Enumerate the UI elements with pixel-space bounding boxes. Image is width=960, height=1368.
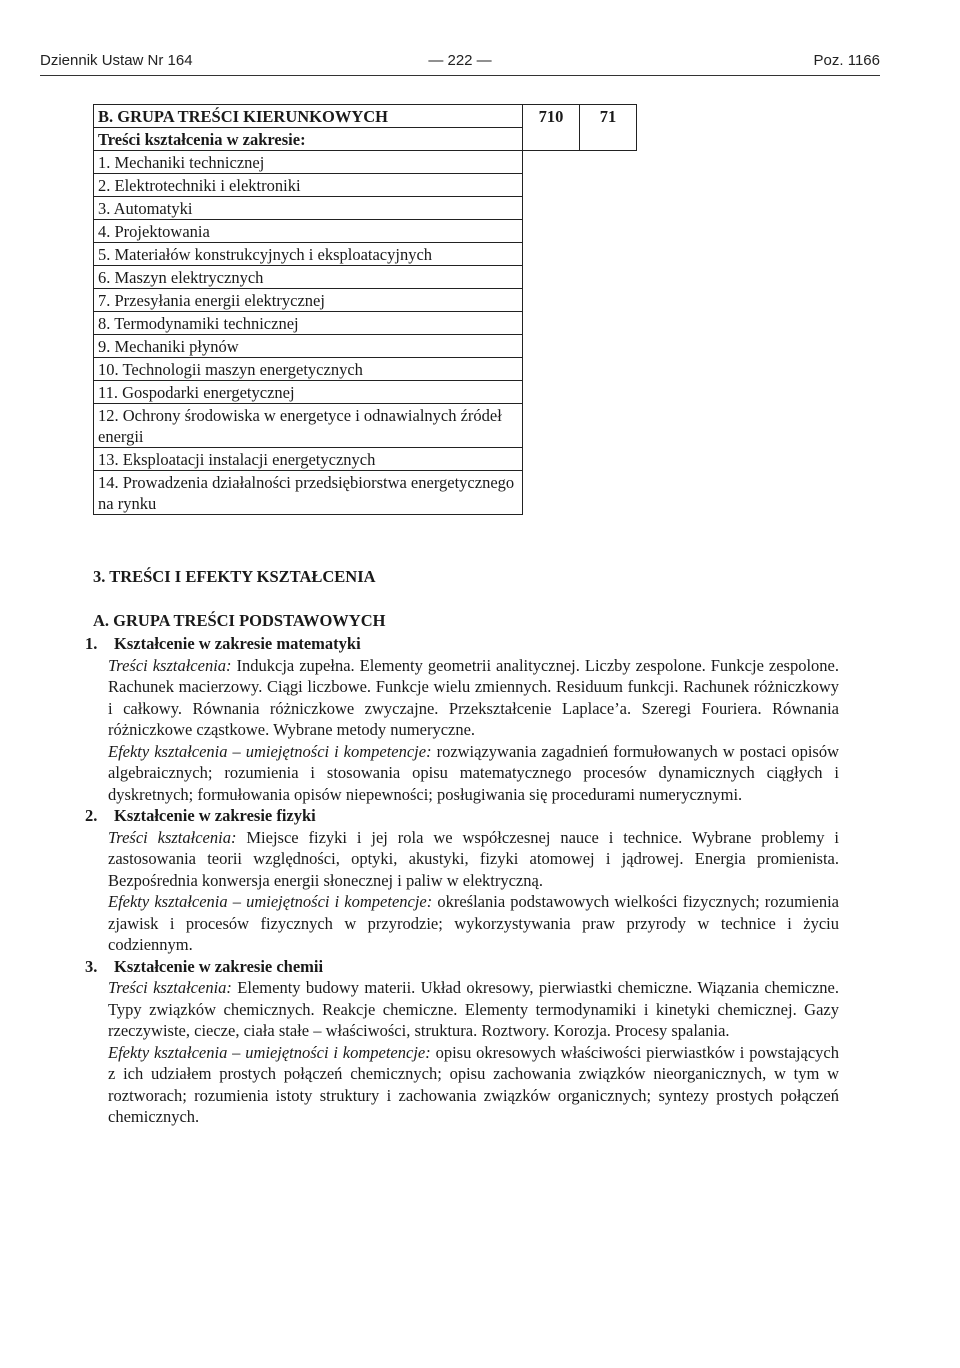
effects-paragraph [108,891,839,956]
list-item: 2. Elektrotechniki i elektroniki [94,174,523,197]
section-title: 3. TREŚCI I EFEKTY KSZTAŁCENIA [93,567,376,586]
table-row [94,289,637,312]
list-item: 7. Przesyłania energii elektrycznej [94,289,523,312]
subsection-heading [85,805,839,827]
page-header [40,46,880,74]
subsection-title: Kształcenie w zakresie chemii [114,956,324,976]
subsection-chemistry [85,956,840,1128]
table-row [94,220,637,243]
subsection-heading [85,633,839,655]
table-row [94,471,637,515]
group-a-title: A. GRUPA TREŚCI PODSTAWOWYCH [93,610,386,630]
group-b-ects: 71 [580,105,637,151]
effects-label: Efekty kształcenia – umiejętności i kompetencje: [108,1042,431,1062]
effects-paragraph [108,1042,839,1128]
subsection-number: 2. [85,806,98,825]
table-row [94,448,637,471]
subsection-title: Kształcenie w zakresie matematyki [114,634,361,653]
subsection-title: Kształcenie w zakresie fizyki [114,806,316,825]
table-row [94,381,637,404]
content-label: Treści kształcenia: [108,827,237,847]
table-row [94,266,637,289]
effects-text: rozwiązywania zagadnień formułowanych w postaci opisów algebraicznych; rozumienia i stosowania opisu matematycznego procesów dynamicznych ciągłych i dyskretnych; formułowania opisów niepewności; posługiwania się procedurami numerycznymi. [108,741,839,804]
table-row [94,335,637,358]
content-label: Treści kształcenia: [108,978,232,997]
list-item: 8. Termodynamiki technicznej [94,312,523,335]
group-b-subtitle: Treści kształcenia w zakresie: [94,128,523,151]
table-row [94,174,637,197]
table-row [94,105,637,128]
subsection-number: 1. [85,634,98,653]
list-item: 12. Ochrony środowiska w energetyce i odnawialnych źródeł energii [94,404,523,448]
list-item: 4. Projektowania [94,220,523,243]
effects-label: Efekty kształcenia – umiejętności i kompetencje: [108,892,433,911]
list-item: 6. Maszyn elektrycznych [94,266,523,289]
list-item: 9. Mechaniki płynów [94,335,523,358]
list-item: 11. Gospodarki energetycznej [94,381,523,404]
group-b-table [93,104,637,515]
list-item: 13. Eksploatacji instalacji energetycznych [94,448,523,471]
position-number: Poz. 1166 [813,52,880,69]
subsection-mathematics [85,633,839,805]
content-paragraph [108,977,839,1042]
list-item: 5. Materiałów konstrukcyjnych i eksploatacyjnych [94,243,523,266]
effects-text: określania podstawowych wielkości fizycznych; rozumienia zjawisk i procesów fizycznych w przyrodzie; wykorzystywania praw przyrody w technice i życiu codziennym. [108,892,839,954]
content-text: Miejsce fizyki i jej rola we współczesnej nauce i technice. Wybrane problemy i zastosowania teorii względności, optyki, akustyki, fizyki atomowej i jądrowej. Energia promienista. Bezpośrednia konwersja energii słonecznej i paliw w elektryczną. [108,827,840,890]
content-label: Treści kształcenia: [108,655,232,675]
effects-label: Efekty kształcenia – umiejętności i kompetencje: [108,741,432,761]
table-row [94,197,637,220]
subsection-heading [85,956,839,978]
subsection-number: 3. [85,956,98,976]
section-3 [85,566,840,1128]
table-row [94,404,637,448]
journal-name: Dziennik Ustaw Nr 164 [40,52,193,69]
content-paragraph [108,655,839,741]
effects-paragraph [108,741,839,806]
list-item: 3. Automatyki [94,197,523,220]
table-row [94,312,637,335]
list-item: 10. Technologii maszyn energetycznych [94,358,523,381]
group-b-title: B. GRUPA TREŚCI KIERUNKOWYCH [94,105,523,128]
table-row [94,151,637,174]
subsection-physics [85,805,840,956]
effects-text: opisu okresowych właściwości pierwiastków i powstających z ich udziałem prostych połączeń chemicznych; opisu zachowania związków nieorganicznych, w tym w roztworach; rozumienia istoty struktury i zachowania związków organicznych; syntezy prostych połączeń chemicznych. [108,1042,840,1126]
content-text: Indukcja zupełna. Elementy geometrii analitycznej. Liczby zespolone. Funkcje zespolone. Rachunek macierzowy. Ciągi liczbowe. Funkcje wielu zmiennych. Residuum funkcji. Rachunek różniczkowy i całkowy. Równania różniczkowe zwyczajne. Przekształcenie Laplace’a. Szeregi Fouriera. Równania różniczkowe cząstkowe. Wybrane metody numeryczne. [108,655,839,739]
list-item: 14. Prowadzenia działalności przedsiębiorstwa energetycznego na rynku [94,471,523,515]
content-paragraph [108,827,839,892]
table-row [94,243,637,266]
group-b-hours: 710 [523,105,580,151]
table-row [94,358,637,381]
page-number: — 222 — [428,52,492,69]
header-rule [40,75,880,76]
content-text: Elementy budowy materii. Układ okresowy, pierwiastki chemiczne. Wiązania chemiczne. Typy związków chemicznych. Reakcje chemiczne. Elementy termodynamiki i kinetyki chemicznej. Gazy rzeczywiste, ciecze, ciała stałe – właściwości, struktura. Roztwory. Korozja. Procesy spalania. [108,978,840,1040]
list-item: 1. Mechaniki technicznej [94,151,523,174]
